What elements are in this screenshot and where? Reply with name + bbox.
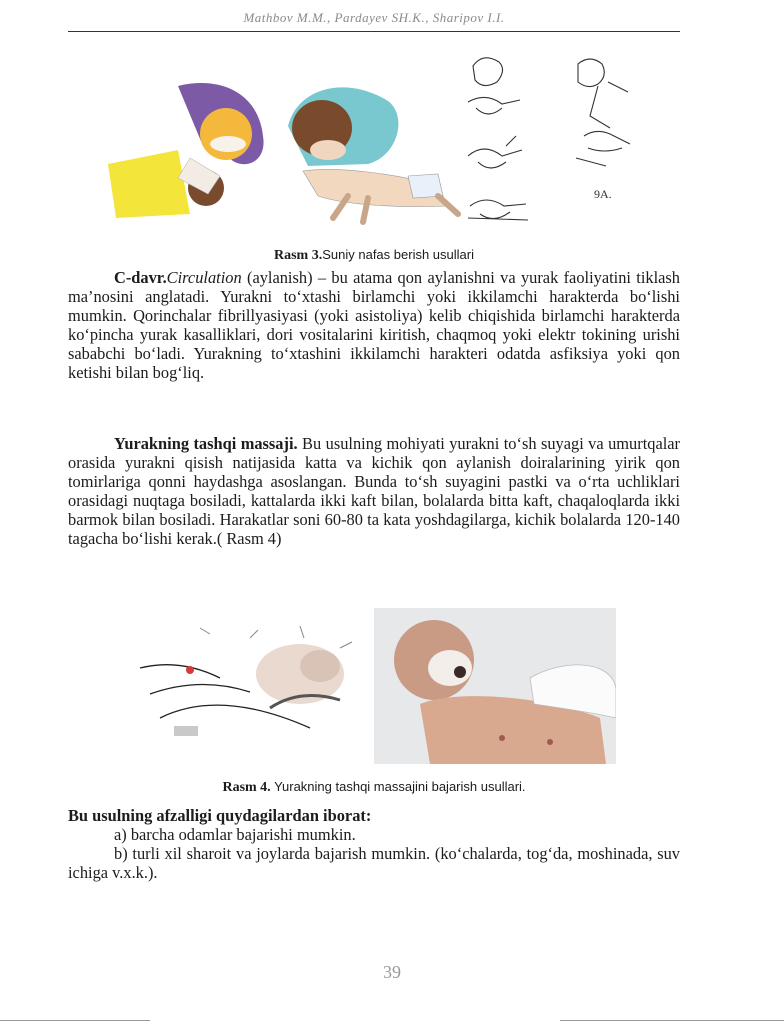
section-c-body: (aylanish) – bu atama qon aylanishni va yurak faoliyatini tiklash ma’nosini anglatadi. Yurakni to‘xtashi birlamchi yoki ikkilamchi harakterda bo‘lishi mumkin. Qorinchalar fibrillyasiyasi (yoki asistoliya) kelib chiqishida birlamchi harakterda ko‘pincha yurak kasalliklari, dori vositalarini kiritish, chaqmoq yoki elektr tokining urishi sababchi bo‘ladi. Yurakning to‘xtashini ikkilamchi harakteri odatda asfiksiya yoki qon ketishi bilan bog‘liq. bbox=[68, 268, 680, 382]
advantage-item-b: b) turli xil sharoit va joylarda bajarish mumkin. (ko‘chalarda, tog‘da, moshinada, suv ichiga v.x.k.). bbox=[68, 844, 680, 882]
figure-3-caption-prefix: Rasm 3. bbox=[274, 248, 323, 263]
section-c-paragraph bbox=[68, 268, 680, 382]
page-number: 39 bbox=[383, 962, 401, 982]
figure-4-illustration bbox=[130, 608, 616, 764]
figure-3-caption-text: Suniy nafas berish usullari bbox=[322, 247, 474, 262]
bottom-rule-right bbox=[560, 1020, 784, 1021]
advantage-item-a: a) barcha odamlar bajarishi mumkin. bbox=[114, 825, 356, 844]
bottom-rule-left bbox=[0, 1020, 150, 1021]
advantages-heading: Bu usulning afzalligi quydagilardan iborat: bbox=[68, 806, 372, 825]
header-rule bbox=[68, 31, 680, 32]
corner-label: 9А. bbox=[594, 187, 612, 201]
advantages-section bbox=[68, 806, 680, 882]
figure-3-caption bbox=[68, 247, 680, 264]
section-c-term: Circulation bbox=[166, 268, 242, 287]
figure-4-caption bbox=[68, 779, 680, 796]
running-header: Mathbov M.M., Pardayev SH.K., Sharipov I.I. bbox=[243, 10, 505, 25]
infant-manikin-photo-right bbox=[374, 608, 616, 764]
section-c-lead: C-davr. bbox=[114, 268, 167, 287]
massage-paragraph bbox=[68, 434, 680, 548]
infant-manikin-photo-left bbox=[130, 608, 370, 764]
figure-4-caption-text: Yurakning tashqi massajini bajarish usullari. bbox=[270, 779, 526, 794]
massage-body: Bu usulning mohiyati yurakni to‘sh suyagi va umurtqalar orasida yurakni qisish natijasida katta va kichik qon aylanish doiralarining yirik qon tomirlariga qonni haydashga asoslangan. Bunda to‘sh suyagini pastki va o‘rta uchliklari orasidagi nuqtaga bosiladi, kattalarda ikki kaft bilan, bolalarda bitta kaft, chaqaloqlarda ikki barmok bilan bosiladi. Harakatlar soni 60-80 ta kata yoshdagilarga, kichik bolalarda 120-140 tagacha bo‘lishi kerak.( Rasm 4) bbox=[68, 434, 681, 548]
rescuer-adult-drawing bbox=[108, 83, 264, 218]
figure-3-illustration bbox=[108, 46, 668, 242]
rescuer-child-drawing bbox=[288, 87, 458, 222]
figure-4-caption-prefix: Rasm 4. bbox=[222, 780, 271, 795]
massage-heading: Yurakning tashqi massaji. bbox=[114, 434, 298, 453]
